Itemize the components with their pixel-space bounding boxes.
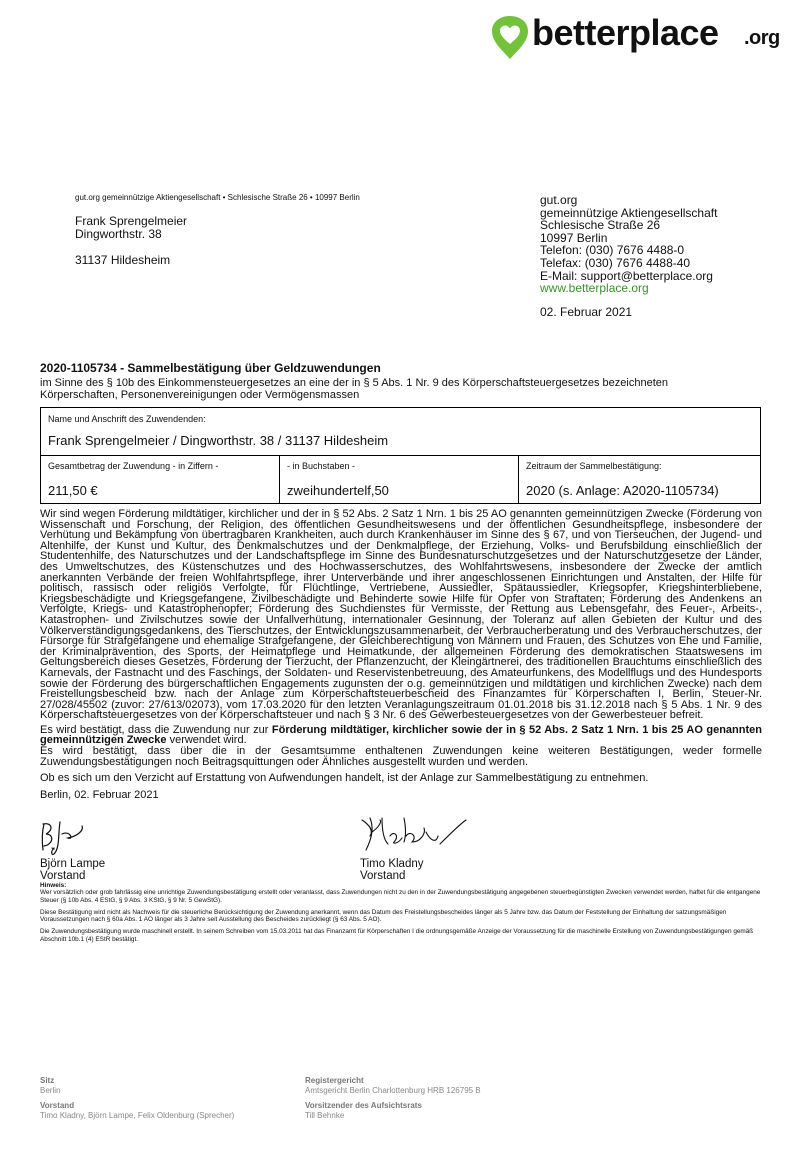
donor-name-label: Name und Anschrift des Zuwendenden:	[48, 414, 206, 424]
sender-line: gut.org	[540, 193, 578, 207]
donor-info-box	[40, 407, 761, 504]
donor-name-row	[41, 408, 760, 456]
amount-words-value: zweihundertelf,50	[287, 483, 389, 498]
signatory-name: Timo Kladny	[360, 858, 424, 870]
amount-value: 211,50 €	[48, 483, 98, 498]
heart-pin-icon	[490, 14, 530, 60]
period-value: 2020 (s. Anlage: A2020-1105734)	[526, 483, 719, 498]
certificate-body	[40, 509, 762, 804]
betterplace-logo	[488, 8, 800, 64]
footer-register-value: Amtsgericht Berlin Charlottenburg HRB 126795 B	[305, 1086, 481, 1095]
footer-vorstand	[40, 1101, 234, 1121]
legal-notice	[40, 882, 762, 943]
donor-name-value: Frank Sprengelmeier / Dingworthstr. 38 / 31137 Hildesheim	[48, 433, 389, 448]
signatory-left	[40, 858, 105, 882]
expense-waiver-paragraph: Ob es sich um den Verzicht auf Erstattung von Aufwendungen handelt, ist der Anlage zur Sammelbestätigung zu entnehmen.	[40, 772, 649, 785]
footer-register-label: Registergericht	[305, 1076, 364, 1085]
footer-sitz-label: Sitz	[40, 1076, 55, 1085]
purpose-end: verwendet wird.	[166, 734, 247, 747]
signatory-name: Björn Lampe	[40, 858, 106, 870]
legal-notice-p3: Die Zuwendungsbestätigung wurde maschinell erstellt. In seinem Schreiben vom 15.03.2011 hat das Finanzamt für Körperschaften I die ordnungsgemäße Anzeige der Voraussetzung für die maschinelle Erstellung von Zuwendungsbestätigungen gemäß Abschnitt 10b.1 (4) EStR bestätigt.	[40, 928, 754, 943]
footer-register	[305, 1076, 481, 1096]
footer-aufsichtsrat-value: Till Behnke	[305, 1111, 345, 1120]
signature-lampe	[38, 818, 108, 858]
sender-address	[540, 194, 717, 318]
signatory-right	[360, 858, 424, 882]
legal-notice-p1: Wer vorsätzlich oder grob fahrlässig eine unrichtige Zuwendungsbestätigung erstellt oder veranlasst, dass Zuwendungen nicht zu den in der Zuwendungsbestätigung angegebenen steuerbegünstigten Zwecken verwendet werden, haftet für die entgangene Steuer (§ 10b Abs. 4 EStG, § 9 Abs. 3 KStG, § 9 Nr. 5 GewStG).	[40, 889, 761, 904]
legal-notice-title: Hinweis:	[40, 882, 67, 889]
sender-line: Telefon: (030) 7676 4488-0	[540, 243, 685, 258]
signature-kladny	[360, 814, 470, 860]
amount-words-cell	[280, 455, 519, 504]
document-subtitle: im Sinne des § 10b des Einkommensteuergesetzes an eine der in § 5 Abs. 1 Nr. 9 des Körperschaftsteuergesetzes bezeichneten Körperschaften, Personenvereinigungen oder Vermögensmassen	[40, 377, 668, 401]
recipient-address	[75, 215, 187, 267]
period-label: Zeitraum der Sammelbestätigung:	[526, 461, 662, 471]
footer-aufsichtsrat-label: Vorsitzender des Aufsichtsrats	[305, 1101, 422, 1110]
logo-wordmark: betterplace	[532, 12, 719, 53]
sender-line: Schlesische Straße 26	[540, 218, 661, 233]
footer-vorstand-label: Vorstand	[40, 1101, 75, 1110]
confirmation-paragraph: Es wird bestätigt, dass über die in der Gesamtsumme enthaltenen Zuwendungen keine weiteren Bestätigungen, weder formelle Zuwendungsbestätigungen noch Beitragsquittungen oder Ähnliches ausgestellt wurden und werden.	[40, 745, 762, 768]
return-address: gut.org gemeinnützige Aktiengesellschaft • Schlesische Straße 26 • 10997 Berlin	[75, 193, 360, 202]
footer-vorstand-value: Timo Kladny, Björn Lampe, Felix Oldenburg (Sprecher)	[40, 1111, 235, 1120]
legal-notice-p2: Diese Bestätigung wird nicht als Nachweis für die steuerliche Berücksichtigung der Zuwendung anerkannt, wenn das Datum des Freistellungsbescheides länger als 5 Jahre bzw. das Datum der Feststellung der Einhaltung der satzungsmäßigen Voraussetzungen nach § 60a Abs. 1 AO länger als 3 Jahre seit Ausstellung des Bescheides zurückliegt (§ 63 Abs. 5 AO).	[40, 908, 727, 924]
purpose-intro: Es wird bestätigt, dass die Zuwendung nur zur	[40, 723, 272, 736]
amount-cell	[41, 455, 280, 504]
document-title: 2020-1105734 - Sammelbestätigung über Geldzuwendungen	[40, 361, 381, 375]
purpose-bold: Förderung mildtätiger, kirchlicher sowie der in § 52 Abs. 2 Satz 1 Nrn. 1 bis 25 AO genannten gemeinnützigen Zwecke	[40, 723, 762, 747]
tax-exemption-paragraph: Wir sind wegen Förderung mildtätiger, kirchlicher und der in § 52 Abs. 2 Satz 1 Nrn. 1 bis 25 AO genannten gemeinnützigen Zwecke (Förderung von Wissenschaft und Forschung, der Religion, des öffentlichen Gesundheitswesens und der öffentlichen Gesundheitspflege, insbesondere der Verhütung und Bekämpfung von übertragbaren Krankheiten, auch durch Krankenhäuser im Sinne des § 67, und von Tierseuchen, der Jugend- und Altenhilfe, der Kunst und Kultur, des Denkmalschutzes und der Denkmalpflege, der Erziehung, Volks- und Berufsbildung einschließlich der Studentenhilfe, des Naturschutzes und der Landschaftspflege im Sinne des Bundesnaturschutzgesetzes und der Naturschutzgesetze der Länder, des Umweltschutzes, des Küstenschutzes und des Hochwasserschutzes, des Wohlfahrtswesens, insbesondere der Zwecke der amtlich anerkannten Verbände der freien Wohlfahrtspflege, ihrer Unterverbände und ihrer angeschlossenen Einrichtungen und Anstalten, der Hilfe für politisch, rassisch oder religiös Verfolgte, für Flüchtlinge, Vertriebene, Aussiedler, Spätaussiedler, Kriegsopfer, Kriegshinterbliebene, Kriegsbeschädigte und Kriegsgefangene, Zivilbeschädigte und Behinderte sowie Hilfe für Opfer von Straftaten; Förderung des Andenkens an Verfolgte, Kriegs- und Katastrophenopfer; Förderung des Suchdienstes für Vermisste, der Rettung aus Lebensgefahr, des Feuer-, Arbeits-, Katastrophen- und Zivilschutzes sowie der Unfallverhütung, internationaler Gesinnung, der Toleranz auf allen Gebieten der Kultur und des Völkerverständigungsgedankens, des Tierschutzes, der Entwicklungszusammenarbeit, der Verbraucherberatung und des Verbraucherschutzes, der Fürsorge für Strafgefangene und ehemalige Strafgefangene, der Gleichberechtigung von Männern und Frauen, des Schutzes von Ehe und Familie, der Kriminalprävention, des Sports, der Heimatpflege und Heimatkunde, der allgemeinen Förderung des demokratischen Staatswesens im Geltungsbereich dieses Gesetzes, Förderung der Tierzucht, der Pflanzenzucht, der Kleingärtnerei, des traditionellen Brauchtums einschließlich des Karnevals, der Fastnacht und des Faschings, der Soldaten- und Reservistenbetreuung, des Amateurfunkens, des Modellflugs und des Hundesports sowie der Förderung des bürgerschaftlichen Engagements zugunsten der o.g. gemeinnützigen und mildtätigen und kirchlichen Zwecke) nach dem Freistellungsbescheid bzw. nach der Anlage zum Körperschaftsteuerbescheid des Finanzamtes für Körperschaften I, Berlin, Steuer-Nr. 27/028/45502 (zuvor: 27/613/02073), vom 17.03.2020 für den letzten Veranlagungszeitraum 01.01.2018 bis 31.12.2018 nach § 5 Abs. 1 Nr. 9 des Körperschaftsteuergesetzes von der Körperschaftsteuer und nach § 3 Nr. 6 des Gewerbesteuergesetzes von der Gewerbesteuer befreit.	[40, 508, 762, 722]
sender-line: Telefax: (030) 7676 4488-40	[540, 255, 691, 270]
signatory-role: Vorstand	[40, 870, 86, 882]
sender-line: E-Mail: support@betterplace.org	[540, 268, 713, 283]
period-cell	[519, 455, 761, 504]
sender-website-link[interactable]: www.betterplace.org	[540, 281, 649, 296]
footer-sitz-value: Berlin	[40, 1086, 61, 1095]
amount-label: Gesamtbetrag der Zuwendung - in Ziffern -	[48, 461, 219, 471]
sender-line: 10997 Berlin	[540, 230, 608, 245]
letter-date: 02. Februar 2021	[540, 304, 633, 319]
amount-words-label: - in Buchstaben -	[287, 461, 356, 471]
recipient-name: Frank Sprengelmeier	[75, 214, 188, 228]
logo-tld: .org	[744, 27, 780, 49]
signatory-role: Vorstand	[360, 870, 406, 882]
footer-aufsichtsrat	[305, 1101, 422, 1121]
purpose-paragraph	[40, 725, 762, 746]
footer-sitz	[40, 1076, 60, 1096]
place-date: Berlin, 02. Februar 2021	[40, 788, 159, 801]
recipient-city: 31137 Hildesheim	[75, 253, 171, 267]
sender-line: gemeinnützige Aktiengesellschaft	[540, 205, 718, 220]
recipient-street: Dingworthstr. 38	[75, 227, 162, 241]
